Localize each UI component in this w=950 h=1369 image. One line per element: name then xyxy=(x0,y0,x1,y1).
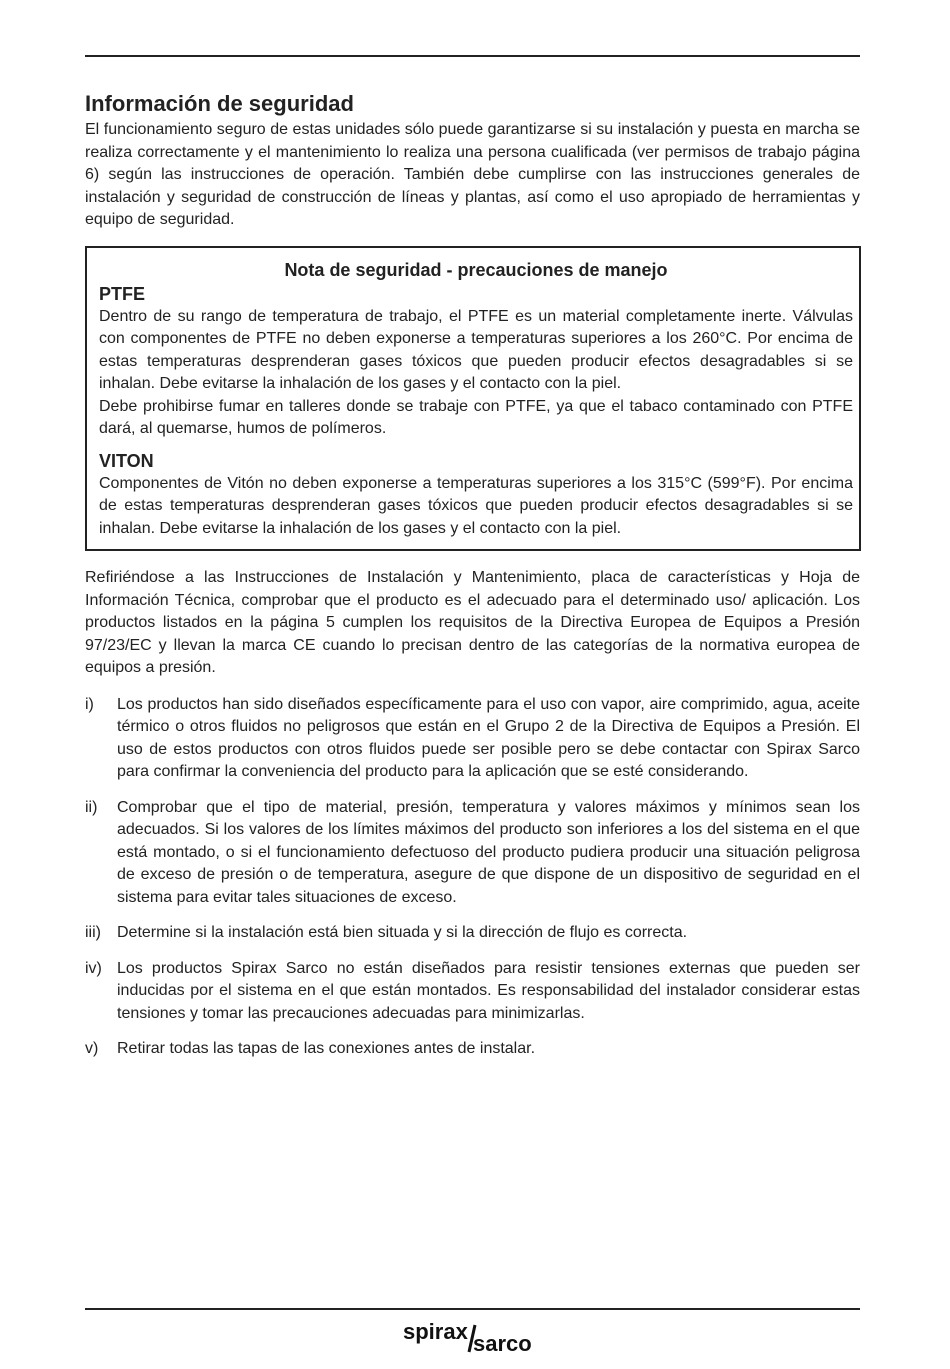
viton-heading: VITON xyxy=(99,450,154,471)
list-item xyxy=(85,922,860,945)
list-marker: i) xyxy=(85,695,94,713)
list-item xyxy=(85,958,860,1026)
list-marker: ii) xyxy=(85,798,98,816)
intro-paragraph: El funcionamiento seguro de estas unidades sólo puede garantizarse si su instalación y puesta en marcha se realiza correctamente y el mantenimiento lo realiza una persona cualificada (ver permisos de trabajo página 6) según las instrucciones de operación. También debe cumplirse con las instrucciones generales de instalación y seguridad de construcción de líneas y plantas, así como el uso apropiado de herramientas y equipo de seguridad. xyxy=(85,121,860,228)
ptfe-heading: PTFE xyxy=(99,283,146,304)
spirax-sarco-logo xyxy=(403,1314,543,1358)
list-item-text: Determine si la instalación está bien situada y si la dirección de flujo es correcta. xyxy=(117,924,688,941)
bottom-rule xyxy=(85,1308,860,1310)
list-item-text: Comprobar que el tipo de material, presión, temperatura y valores máximos y mínimos sean los adecuados. Si los valores de los límites máximos del producto son inferiores a los del sistema en el que está montado, o si el funcionamiento defectuoso del producto pudiera producir una situación peligrosa de exceso de presión o de temperatura, asegure de que dispone de un dispositivo de seguridad en el sistema para evitar tales situaciones de exceso. xyxy=(117,798,860,906)
ptfe-paragraph: Dentro de su rango de temperatura de trabajo, el PTFE es un material completamente inerte. Válvulas con componentes de PTFE no deben exponerse a temperaturas superiores a los 260°C. Por encima de estas temperaturas desprenderan gases tóxicos que pueden producir efectos desagradables si se inhalan. Debe evitarse la inhalación de los gases y el contacto con la piel. xyxy=(99,307,853,392)
list-item-text: Los productos han sido diseñados específicamente para el uso con vapor, aire comprimido, agua, aceite térmico o otros fluidos no peligrosos que están en el Grupo 2 de la Directiva de Equipos a Presión. El uso de estos productos con otros fluidos puede ser posible pero se debe contactar con Spirax Sarco para confirmar la conveniencia del producto para la aplicación que se esté considerando. xyxy=(117,695,860,780)
ptfe-smoking-paragraph: Debe prohibirse fumar en talleres donde se trabaje con PTFE, ya que el tabaco contaminado con PTFE dará, al quemarse, humos de polímeros. xyxy=(99,397,853,437)
list-marker: iv) xyxy=(85,959,102,977)
logo-text-spirax: spirax xyxy=(403,1319,468,1344)
note-title: Nota de seguridad - precauciones de manejo xyxy=(284,259,668,280)
list-marker: v) xyxy=(85,1040,99,1057)
section-title: Información de seguridad xyxy=(85,91,354,116)
list-item-text: Los productos Spirax Sarco no están diseñados para resistir tensiones externas que pueden ser inducidas por el sistema en el que están montados. Es responsabilidad del instalador considerar estas tensiones y tomar las precauciones adecuadas para minimizarlas. xyxy=(117,959,860,1022)
safety-note-box xyxy=(85,246,861,552)
list-marker: iii) xyxy=(85,924,101,941)
logo-text-sarco: sarco xyxy=(473,1331,532,1356)
list-item xyxy=(85,694,860,784)
list-item xyxy=(85,797,860,910)
list-item-text: Retirar todas las tapas de las conexiones antes de instalar. xyxy=(117,1040,536,1057)
page-content xyxy=(85,90,860,1074)
requirements-list xyxy=(85,694,860,1061)
list-item xyxy=(85,1038,860,1061)
reference-paragraph: Refiriéndose a las Instrucciones de Instalación y Mantenimiento, placa de características y Hoja de Información Técnica, comprobar que el producto es el adecuado para el determinado uso/ aplicación. Los productos listados en la página 5 cumplen los requisitos de la Directiva Europea de Equipos a Presión 97/23/EC y llevan la marca CE cuando lo precisan dentro de las categorías de la normativa europea de equipos a presión. xyxy=(85,569,860,676)
viton-paragraph: Componentes de Vitón no deben exponerse a temperaturas superiores a los 315°C (599°F). Por encima de estas temperaturas desprenderan gases tóxicos que pueden producir efectos desagradables si se inhalan. Debe evitarse la inhalación de los gases y el contacto con la piel. xyxy=(99,474,853,537)
top-rule xyxy=(85,55,860,57)
